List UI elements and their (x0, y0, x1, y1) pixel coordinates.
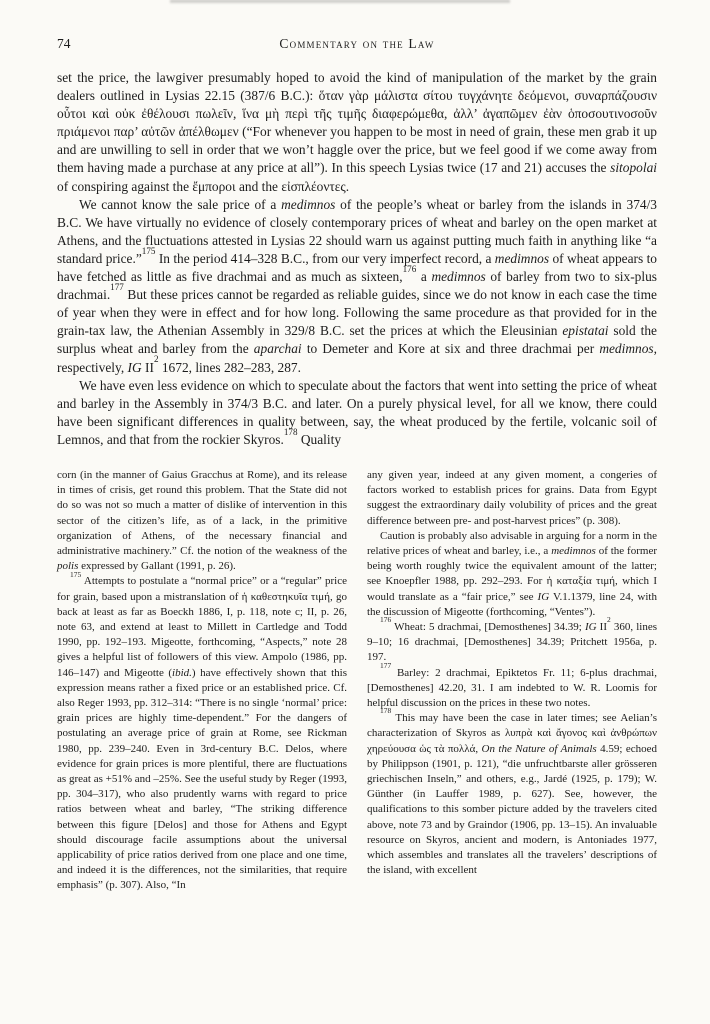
text-run: of conspiring against the ἔμποροι and the εἰσπλέοντες. (57, 178, 350, 194)
italic-text: ibid. (172, 666, 192, 679)
text-run: of wheat appears to have fetched as little as five drachmai and as much as sixteen, (57, 250, 657, 285)
text-run: expressed by Gallant (1991, p. 26). (78, 560, 236, 573)
text-run: We have even less evidence on which to speculate about the factors that went into setting the price of wheat and barley in the Assembly in 374/3 B.C. and later. On a purely physical level, for all we know, there could have been significant differences in quality between, say, the wheat produced by the fertile, volcanic soil of Lemnos, and that from the rockier Skyros. (57, 377, 657, 447)
italic-text: sitopolai (610, 160, 657, 176)
text-run: of the people’s wheat or barley from the islands in 374/3 B.C. We have virtually no evidence of closely contemporary prices of wheat and barley on the open market at Athens, and the fluctuations attested in Lysias 22 should warn us against putting much faith in anything like “a standard price.” (57, 196, 657, 266)
text-run: II (596, 621, 608, 633)
italic-text: IG (584, 621, 597, 633)
text-run: In the period 414–328 B.C., from our very imperfect record, a (155, 250, 495, 266)
footnote-178 (367, 706, 658, 878)
italic-text: IG (537, 590, 550, 603)
italic-text: epistatai (562, 323, 609, 339)
text-run: This may have been the case in later times; see Aelian’s characterization of Skyros as λυπρὰ καὶ ἄγονος καὶ ἀνθρώπων χηρεύουσα ὡς τὰ πολλά, (367, 712, 657, 755)
italic-text: polis (57, 560, 79, 573)
text-run: But these prices cannot be regarded as reliable guides, since we do not know in each case the time of year when they were in effect and for how long. Following the same procedure as that provided for in the grain-tax law, the Athenian Assembly in 329/8 B.C. set the prices at which the Eleusinian (57, 287, 657, 339)
text-run: We cannot know the sale price of a (79, 196, 282, 212)
footnote-marker: 177 (110, 281, 124, 292)
italic-text: medimnos (494, 250, 550, 266)
text-run: V.1.1379, line 24, with the discussion of Migeotte (forthcoming, “Ventes”). (367, 590, 657, 618)
text-run: corn (in the manner of Gaius Gracchus at Rome), and its release in times of crisis, get round this problem. That the State did not do so was not so much a matter of dislike of intervention in this sector of the citizen’s life, as of a lack, in the primitive organization of Athens, of the necessary financial and administrative machinery.” Cf. the notion of the weakness of the (57, 468, 347, 557)
footnote-marker: 177 (380, 660, 392, 670)
text-run: set the price, the lawgiver presumably hoped to avoid the kind of manipulation of the market by the grain dealers outlined in Lysias 22.15 (387/6 B.C.): ὅταν γὰρ μάλιστα σίτου τυγχάνητε δεόμενοι, συναρπάζουσιν οὗτοι καὶ οὐκ ἐθέλουσι πωλεῖν, ἵνα μὴ περὶ τῆς τιμῆς διαφερώμεθα, ἀλλ’ ἀγαπῶμεν ἐὰν ὁποσουτινοσοῦν πριάμενοι παρ’ αὐτῶν ἀπέλθωμεν (“For whenever you happen to be most in need of grain, these men grab it up and are unwilling to sell in order that we won’t haggle over the price, but we feel good if we come away from them having made a purchase at any price at all”). In this speech Lysias twice (17 and 21) accuses the (57, 70, 657, 176)
footnote-column-left (57, 468, 347, 894)
text-run: Barley: 2 drachmai, Epiktetos Fr. 11; 6-plus drachmai, [Demosthenes] 42.20, 31. I am indebted to W. R. Loomis for helpful discussion on the prices in these two notes. (367, 666, 657, 710)
footnote-marker: 2 (607, 615, 611, 625)
italic-text: medimnos (431, 269, 486, 285)
text-run: , respectively, (57, 341, 657, 375)
footnote-continuation (57, 468, 347, 574)
paragraph-2 (57, 196, 657, 377)
footnote-marker: 176 (380, 615, 392, 625)
text-run: of barley from two to six-plus drachmai. (57, 269, 657, 303)
footnote-marker: 176 (402, 263, 417, 274)
text-run: a (416, 269, 432, 285)
running-title: Commentary on the Law (279, 36, 435, 51)
text-run: of the former being worth roughly twice the equivalent amount of the latter; see Knoepfler 1988, pp. 292–293. For ἡ καταξία τιμή, which I would translate as a “fair price,” see (367, 544, 657, 603)
text-run: ) have effectively shown that this expression means rather a fixed price or an established price. Cf. also Reger 1993, pp. 312–314: “There is no single ‘normal’ price: grain prices are highly time-dependent.” For the dangers of postulating an average price of grain at Rome, see Rickman 1980, pp. 239–240. Even in 3rd-century B.C. Delos, where evidence for grain prices is more plentiful, there are fluctuations as great as +51% and –25%. See the useful study by Reger (1993, pp. 304–317), who also prudently warns with regard to price ratios between wheat and barley, “The striking difference between this figure [Delos] and those for Athens and Egypt should discourage facile assumptions about the universal applicability of price ratios derived from one place and one time, and indeed it is the differences, not the similarities, that require emphasis” (p. 307). Also, “In (57, 666, 347, 892)
text-run: to Demeter and Kore at six and three drachmai per (301, 341, 600, 357)
footnote-marker: 175 (141, 245, 156, 256)
main-text (57, 69, 657, 449)
text-block (57, 36, 657, 894)
text-run: Wheat: 5 drachmai, [Demosthenes] 34.39; (391, 621, 585, 633)
text-run: 4.59; echoed by Philippson (1901, p. 121), “die unfruchtbarste aller grösseren griechischen Inseln,” and others, e.g., Jardé (1925, p. 179); W. Günther (in Lauffer 1989, p. 627). See, however, the qualifications to this somber picture added by the travelers cited above, note 73 and by Graindor (1906, pp. 13–15). An invaluable resource on Skyros, ancient and modern, is Antoniades 1977, which assembles and translates all the travelers’ descriptions of the island, with excellent (367, 742, 658, 877)
footnotes (57, 468, 657, 894)
italic-text: On the Nature of Animals (481, 742, 597, 755)
text-run: 1672, lines 282–283, 287. (158, 359, 301, 375)
footnote-marker: 175 (70, 569, 82, 579)
text-run: any given year, indeed at any given moment, a congeries of factors worked to establish prices for grains. Data from Egypt suggest the extraordinary daily volubility of prices and the great difference between pre- and post-harvest prices” (p. 308). (367, 468, 657, 527)
footnote-175 (57, 569, 347, 893)
paragraph-3 (57, 377, 657, 449)
footnote-176 (367, 615, 657, 666)
footnote-marker: 2 (153, 354, 159, 365)
footnote-177 (367, 660, 657, 712)
text-run: II (141, 359, 154, 375)
paragraph-1 (57, 69, 657, 196)
footnote-175-caution-paragraph (367, 529, 657, 620)
page-header (57, 36, 657, 56)
italic-text: aparchai (253, 341, 302, 357)
text-run: sold the surplus wheat and barley from the (57, 323, 657, 357)
italic-text: medimnos (599, 341, 654, 357)
text-run: Attempts to postulate a “normal price” or a “regular” price for grain, based upon a mistranslation of ἡ καθεστηκυῖα τιμή, go back at least as far as Boeckh 1886, I, p. 118, note c; II, p. 26, note 63, and extend at least to Millett in Cartledge and Todd 1990, pp. 192–193. Migeotte, forthcoming, “Aspects,” note 28 gives a helpful list of followers of this view. Ampolo (1986, pp. 146–147) and Migeotte ( (57, 575, 347, 679)
italic-text: medimnos (281, 196, 336, 212)
text-run: Quality (297, 431, 342, 447)
text-run: 360, lines 9–10; 16 drachmai, [Demosthenes] 34.39; Pritchett 1956a, p. 197. (367, 621, 657, 664)
text-run: Caution is probably also advisable in arguing for a norm in the relative prices of wheat and barley, i.e., a (367, 529, 657, 557)
footnote-175-continuation (367, 468, 657, 529)
footnote-column-right (367, 468, 657, 894)
footnote-marker: 178 (283, 426, 298, 437)
footnote-marker: 178 (380, 706, 392, 716)
page-number: 74 (57, 36, 71, 51)
italic-text: IG (127, 359, 142, 375)
italic-text: medimnos (551, 544, 596, 557)
